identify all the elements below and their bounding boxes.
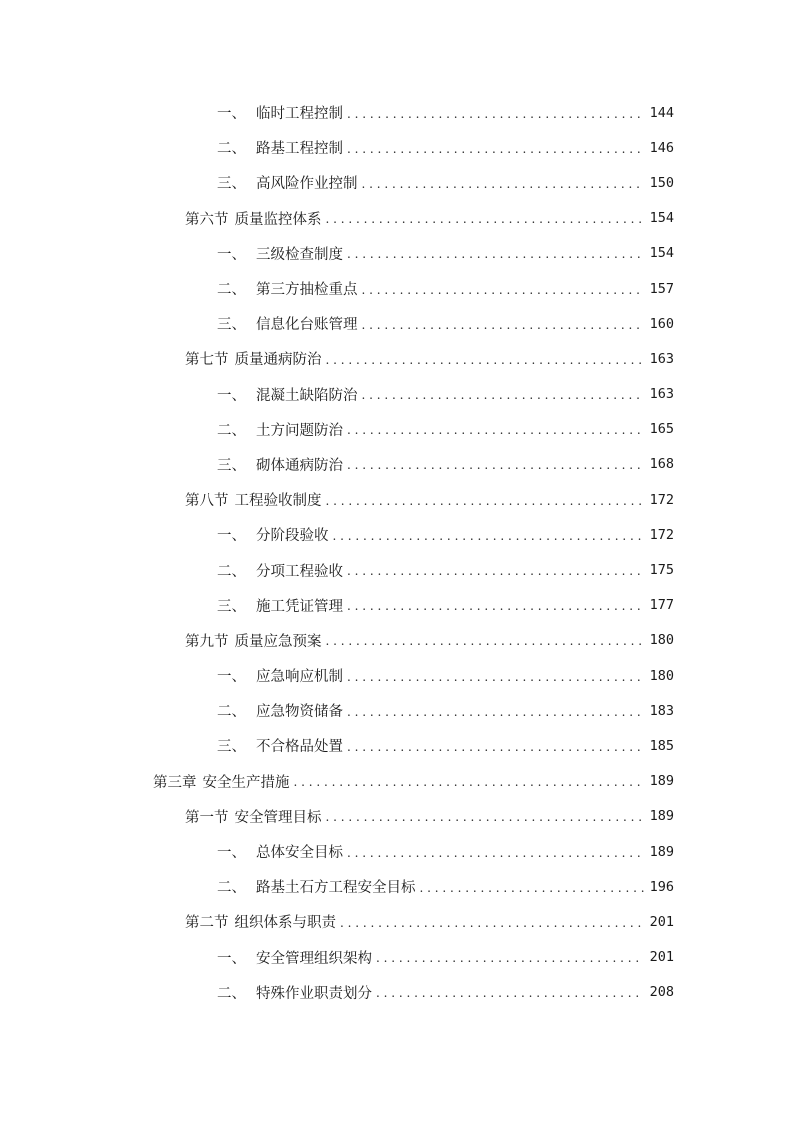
toc-entry[interactable] <box>0 764 793 799</box>
toc-entry-label: 三、 <box>217 739 246 756</box>
toc-entry-label: 三、 <box>217 598 246 615</box>
dot-leader <box>362 283 645 297</box>
toc-entry-title: 组织体系与职责 <box>234 915 336 932</box>
toc-entry-page-number: 150 <box>649 174 674 191</box>
toc-entry-label: 三、 <box>217 317 246 334</box>
toc-entry-page-number: 177 <box>649 597 674 614</box>
toc-entry-label: 第七节 <box>185 352 229 369</box>
toc-entry-page-number: 172 <box>649 526 674 543</box>
toc-entry-title: 分项工程验收 <box>256 563 343 580</box>
toc-entry-title: 应急响应机制 <box>256 669 343 686</box>
toc-entry-label: 一、 <box>217 528 246 545</box>
toc-entry[interactable] <box>0 95 793 130</box>
dot-leader <box>347 458 644 472</box>
toc-entry[interactable] <box>0 693 793 728</box>
toc-entry-title: 工程验收制度 <box>234 493 322 510</box>
toc-entry-label: 一、 <box>217 246 246 263</box>
toc-entry-page-number: 163 <box>649 350 674 367</box>
toc-entry-title: 砌体通病防治 <box>256 457 343 474</box>
dot-leader <box>340 916 644 930</box>
toc-entry-label: 第一节 <box>185 809 229 826</box>
toc-entry-page-number: 201 <box>649 949 674 966</box>
toc-entry-page-number: 154 <box>649 245 674 262</box>
toc-entry-title: 分阶段验收 <box>256 528 329 545</box>
toc-entry[interactable] <box>0 588 793 623</box>
toc-entry-label: 一、 <box>217 669 246 686</box>
toc-entry-page-number: 183 <box>649 702 674 719</box>
toc-entry[interactable] <box>0 377 793 412</box>
toc-entry[interactable] <box>0 940 793 975</box>
toc-entry-title: 特殊作业职责划分 <box>256 985 372 1002</box>
toc-entry-page-number: 196 <box>649 878 674 895</box>
toc-entry-title: 第三方抽检重点 <box>256 282 358 299</box>
toc-entry-label: 二、 <box>217 141 246 158</box>
toc-entry-title: 三级检查制度 <box>256 246 343 263</box>
dot-leader <box>362 177 645 191</box>
toc-entry-label: 二、 <box>217 422 246 439</box>
toc-entry[interactable] <box>0 552 793 587</box>
toc-entry[interactable] <box>0 201 793 236</box>
toc-entry-title: 高风险作业控制 <box>256 176 358 193</box>
dot-leader <box>347 107 644 121</box>
toc-entry-label: 一、 <box>217 845 246 862</box>
toc-entry-label: 二、 <box>217 704 246 721</box>
dot-leader <box>326 212 645 226</box>
toc-entry-page-number: 157 <box>649 280 674 297</box>
dot-leader <box>362 318 645 332</box>
toc-entry-label: 二、 <box>217 880 246 897</box>
toc-entry-page-number: 189 <box>649 843 674 860</box>
toc-entry-title: 质量监控体系 <box>234 211 322 228</box>
toc-entry-label: 二、 <box>217 563 246 580</box>
toc-entry-title: 安全生产措施 <box>202 774 290 791</box>
dot-leader <box>347 705 644 719</box>
toc-entry-label: 第九节 <box>185 633 229 650</box>
toc-entry-label: 第二节 <box>185 915 229 932</box>
dot-leader <box>326 810 645 824</box>
toc-entry[interactable] <box>0 869 793 904</box>
toc-entry-page-number: 146 <box>649 139 674 156</box>
toc-entry-title: 安全管理组织架构 <box>256 950 372 967</box>
toc-entry-title: 质量应急预案 <box>234 633 322 650</box>
toc-entry[interactable] <box>0 165 793 200</box>
toc-entry[interactable] <box>0 799 793 834</box>
toc-entry-title: 路基工程控制 <box>256 141 343 158</box>
toc-entry-page-number: 163 <box>649 386 674 403</box>
toc-entry-title: 信息化台账管理 <box>256 317 358 334</box>
toc-entry[interactable] <box>0 447 793 482</box>
toc-entry-page-number: 189 <box>649 773 674 790</box>
toc-entry-title: 不合格品处置 <box>256 739 343 756</box>
dot-leader <box>326 634 645 648</box>
toc-entry-label: 第三章 <box>153 774 197 791</box>
toc-entry-label: 第六节 <box>185 211 229 228</box>
toc-entry-page-number: 144 <box>649 104 674 121</box>
toc-entry-label: 三、 <box>217 176 246 193</box>
dot-leader <box>347 247 644 261</box>
dot-leader <box>347 670 644 684</box>
toc-entry-title: 土方问题防治 <box>256 422 343 439</box>
toc-entry-label: 二、 <box>217 282 246 299</box>
toc-entry-title: 路基土石方工程安全目标 <box>256 880 416 897</box>
toc-entry[interactable] <box>0 130 793 165</box>
toc-entry-title: 质量通病防治 <box>234 352 322 369</box>
toc-entry-page-number: 180 <box>649 632 674 649</box>
toc-entry[interactable] <box>0 412 793 447</box>
toc-entry-label: 三、 <box>217 457 246 474</box>
toc-entry-page-number: 189 <box>649 808 674 825</box>
dot-leader <box>347 423 644 437</box>
toc-entry-title: 安全管理目标 <box>234 809 322 826</box>
toc-entry-title: 应急物资储备 <box>256 704 343 721</box>
toc-entry-title: 施工凭证管理 <box>256 598 343 615</box>
toc-entry-title: 混凝土缺陷防治 <box>256 387 358 404</box>
dot-leader <box>326 353 645 367</box>
toc-entry[interactable] <box>0 306 793 341</box>
dot-leader <box>347 740 644 754</box>
table-of-contents <box>0 95 793 1010</box>
toc-entry[interactable] <box>0 271 793 306</box>
dot-leader <box>347 599 644 613</box>
toc-entry-title: 临时工程控制 <box>256 106 343 123</box>
toc-entry-page-number: 175 <box>649 562 674 579</box>
toc-entry-page-number: 160 <box>649 315 674 332</box>
toc-entry[interactable] <box>0 482 793 517</box>
toc-entry-page-number: 185 <box>649 737 674 754</box>
toc-entry[interactable] <box>0 623 793 658</box>
dot-leader <box>362 388 645 402</box>
toc-entry-page-number: 172 <box>649 491 674 508</box>
dot-leader <box>333 529 645 543</box>
toc-entry-title: 总体安全目标 <box>256 845 343 862</box>
toc-entry[interactable] <box>0 658 793 693</box>
toc-entry-page-number: 165 <box>649 421 674 438</box>
toc-entry-label: 一、 <box>217 387 246 404</box>
dot-leader <box>347 846 644 860</box>
toc-entry-label: 一、 <box>217 950 246 967</box>
dot-leader <box>347 142 644 156</box>
toc-entry[interactable] <box>0 904 793 939</box>
toc-entry-label: 一、 <box>217 106 246 123</box>
dot-leader <box>376 951 644 965</box>
toc-entry[interactable] <box>0 341 793 376</box>
dot-leader <box>326 494 645 508</box>
toc-entry[interactable] <box>0 834 793 869</box>
toc-entry[interactable] <box>0 236 793 271</box>
dot-leader <box>294 775 645 789</box>
toc-entry-page-number: 180 <box>649 667 674 684</box>
dot-leader <box>347 564 644 578</box>
toc-entry-label: 二、 <box>217 985 246 1002</box>
toc-entry-page-number: 201 <box>649 913 674 930</box>
dot-leader <box>376 986 644 1000</box>
toc-entry-page-number: 168 <box>649 456 674 473</box>
toc-entry-page-number: 154 <box>649 210 674 227</box>
toc-entry[interactable] <box>0 975 793 1010</box>
toc-entry[interactable] <box>0 517 793 552</box>
toc-entry-page-number: 208 <box>649 984 674 1001</box>
toc-entry[interactable] <box>0 728 793 763</box>
dot-leader <box>420 881 645 895</box>
toc-entry-label: 第八节 <box>185 493 229 510</box>
